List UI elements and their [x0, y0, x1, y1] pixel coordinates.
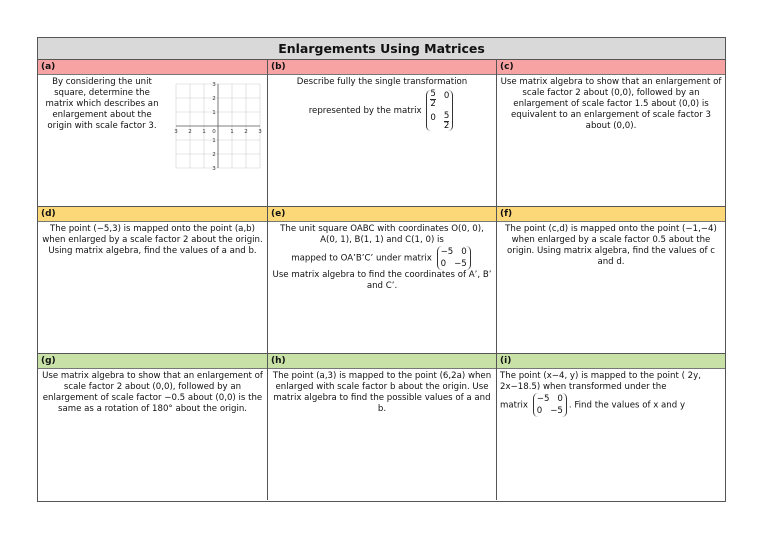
- y-tick: 1: [212, 110, 216, 116]
- cell-d-label: (d): [38, 207, 267, 222]
- cell-e-line3: Use matrix algebra to find the coordinates of A’, B’ and C’.: [272, 270, 492, 291]
- cell-e-line2: mapped to OA’B’C’ under matrix: [291, 253, 432, 264]
- cell-f-label: (f): [497, 207, 725, 222]
- matrix: −5 0 0 −5: [533, 393, 567, 417]
- y-tick: 1: [212, 138, 216, 144]
- cell-h-label: (h): [268, 354, 496, 369]
- cell-b-text: [268, 75, 496, 131]
- cell-g: [38, 354, 268, 500]
- cell-d-text: The point (−5,3) is mapped onto the point (a,b) when enlarged by a scale factor 2 about the origin. Using matrix algebra, find the values of a and b.: [42, 224, 263, 256]
- cell-a-text: By considering the unit square, determine the matrix which describes an enlargement about the origin with scale factor 3.: [45, 77, 159, 131]
- cell-c-text: Use matrix algebra to show that an enlargement of scale factor 2 about (0,0), followed by an enlargement of scale factor 1.5 about (0,0) is equivalent to an enlargement of scale factor 3 about (0,0).: [500, 77, 722, 131]
- cell-e-text: [268, 222, 496, 292]
- cell-i-line1: The point (x−4, y) is mapped to the point ( 2y, 2x−18.5) when transformed under the: [500, 371, 701, 392]
- cell-f: [497, 207, 725, 353]
- x-tick: 1: [230, 129, 234, 135]
- coordinate-grid: [173, 80, 263, 176]
- cell-b: [268, 60, 497, 206]
- matrix: −5 0 0 −5: [437, 246, 471, 270]
- cell-f-text: The point (c,d) is mapped onto the point (−1,−4) when enlarged by a scale factor 0.5 about the origin. Using matrix algebra, find the values of c and d.: [505, 224, 717, 267]
- x-tick: 2: [244, 129, 248, 135]
- cell-a-label: (a): [38, 60, 267, 75]
- cell-i-text: [497, 369, 725, 417]
- cell-c: [497, 60, 725, 206]
- cell-b-line2: represented by the matrix: [308, 106, 422, 116]
- cell-g-text: Use matrix algebra to show that an enlargement of scale factor 2 about (0,0), followed by an enlargement of scale factor −0.5 about (0,0) is the same as a rotation of 180° about the origin.: [42, 371, 263, 414]
- x-tick: 0: [212, 129, 216, 135]
- cell-i-line3: . Find the values of x and y: [568, 400, 686, 411]
- x-tick: 1: [202, 129, 206, 135]
- page-title: Enlargements Using Matrices: [38, 38, 725, 60]
- cell-a: [38, 60, 268, 206]
- cell-d: [38, 207, 268, 353]
- cell-i: [497, 354, 725, 500]
- row-3: [38, 354, 725, 500]
- x-tick: 2: [188, 129, 192, 135]
- x-tick: 3: [258, 129, 262, 135]
- cell-e-line1: The unit square OABC with coordinates O(0, 0), A(0, 1), B(1, 1) and C(1, 0) is: [280, 224, 484, 245]
- cell-i-label: (i): [497, 354, 725, 369]
- y-tick: 2: [212, 152, 216, 158]
- cell-b-line1: Describe fully the single transformation: [296, 77, 468, 87]
- row-2: [38, 207, 725, 354]
- cell-h: [268, 354, 497, 500]
- worksheet: [37, 37, 726, 502]
- cell-b-label: (b): [268, 60, 496, 75]
- cell-c-label: (c): [497, 60, 725, 75]
- cell-e-label: (e): [268, 207, 496, 222]
- cell-h-text: The point (a,3) is mapped to the point (6,2a) when enlarged with scale factor b about the origin. Use matrix algebra to find the possible values of a and b.: [272, 371, 492, 414]
- cell-e: [268, 207, 497, 353]
- y-tick: 3: [212, 166, 216, 172]
- cell-g-label: (g): [38, 354, 267, 369]
- row-1: [38, 60, 725, 207]
- y-tick: 3: [212, 82, 216, 88]
- matrix: $\frac{5}{2}$ 0 0 $\frac{5}{2}$: [426, 90, 453, 131]
- cell-i-line2: matrix: [500, 400, 529, 411]
- x-tick: 3: [174, 129, 178, 135]
- y-tick: 2: [212, 96, 216, 102]
